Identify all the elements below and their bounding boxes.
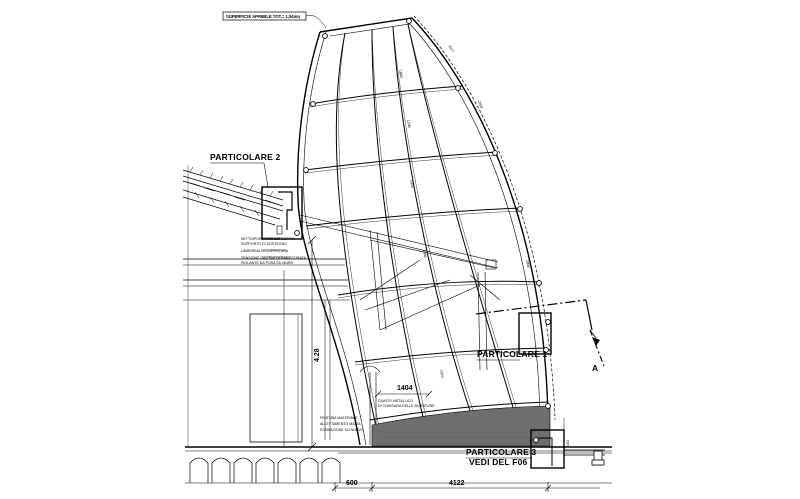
- ground-level: [185, 447, 612, 483]
- header-note: SUPERFICIE APRIBILE TOT.= 1,54mq: [226, 14, 300, 19]
- inner-span-label: 1404: [397, 385, 413, 392]
- note-base-2: ALLETTAMENTO MALTA: [320, 422, 361, 426]
- vertical-dimension-left: [308, 236, 316, 451]
- detail-label-3b: VEDI DEL F06: [469, 457, 528, 467]
- dim-column-b: 1200: [406, 119, 412, 129]
- existing-building: [183, 165, 350, 447]
- base-annotations: [320, 416, 364, 432]
- gravel-hatch: [372, 406, 550, 446]
- glass-shell: [298, 16, 555, 445]
- dim-column-e: 1910: [439, 369, 445, 379]
- inner-note-2: DI CHIUSURA DELLE MURATURE: [378, 404, 435, 408]
- note-left-4: TENSIONE DA CENTOTRAMESTIRATA: [241, 256, 306, 260]
- note-left-5: ISOLANTE DA POSA SU MURO: [241, 261, 294, 265]
- bottom-dim-left: 600: [346, 480, 358, 487]
- header-leader: [306, 15, 326, 28]
- dim-edge-c: 2000: [525, 259, 531, 269]
- inner-note-1: GIUNTO METALLICO: [378, 399, 414, 403]
- dim-column-c: 3000: [422, 249, 428, 259]
- drain-pipe: [564, 450, 605, 465]
- foundation-arches: [190, 458, 340, 483]
- note-left-3: LAMIERINA DI COPERTURA: [241, 249, 289, 253]
- sloping-roof: [183, 167, 283, 225]
- note-left-1: SETTO/PORTANTE SORRETTO: [241, 237, 295, 241]
- note-left-2: SUPPORTO DI SOSTEGNO: [241, 242, 287, 246]
- base-small-dim: 103: [566, 440, 570, 446]
- dim-column-d: 1920: [409, 179, 415, 189]
- note-base-1: FINITURA MATERIALE: [320, 416, 358, 420]
- dim-edge-a: 1900: [477, 99, 484, 109]
- section-mark: A: [592, 363, 599, 373]
- section-arrow-icon: [590, 330, 600, 346]
- bottom-dimension-chain: [332, 482, 600, 492]
- note-base-3: FONDAZIONE SU NUOVO: [320, 428, 364, 432]
- detail-leader-2b: [264, 163, 268, 187]
- detail-label-1: PARTICOLARE 1: [477, 349, 548, 359]
- height-dimension: 4.28: [314, 348, 321, 362]
- dim-column-a: 1800: [398, 69, 404, 79]
- detail-label-3a: PARTICOLARE 3: [466, 447, 537, 457]
- bottom-dim-right: 4122: [449, 480, 465, 487]
- left-annotations: [241, 237, 306, 265]
- dim-edge-b: 1917: [447, 44, 456, 54]
- detail-label-2: PARTICOLARE 2: [210, 152, 281, 162]
